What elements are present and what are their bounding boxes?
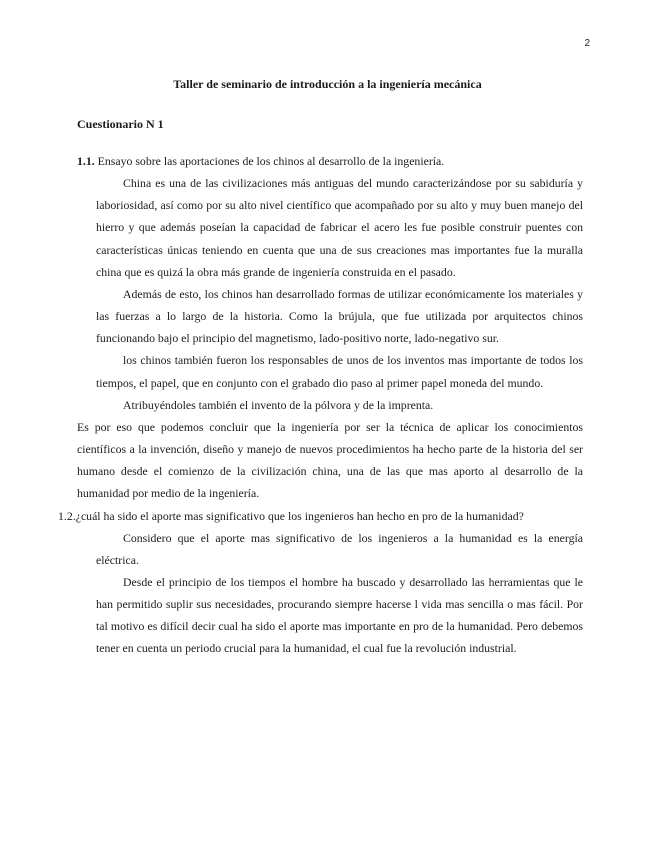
question-1-1	[77, 150, 583, 172]
paragraph: Atribuyéndoles también el invento de la pólvora y de la imprenta.	[123, 397, 434, 412]
paragraph: Considero que el aporte mas significativo de los ingenieros a la humanidad es la energía eléctrica.	[96, 530, 583, 567]
question-number: 1.2.	[58, 508, 76, 523]
document-title: Taller de seminario de introducción a la ingeniería mecánica	[173, 77, 482, 91]
question-1-2	[58, 505, 583, 527]
document-body	[58, 150, 583, 660]
page-number: 2	[584, 38, 590, 49]
question-number: 1.1.	[77, 154, 95, 168]
questionnaire-heading: Cuestionario N 1	[77, 117, 164, 131]
paragraph: Desde el principio de los tiempos el hombre ha buscado y desarrollado las herramientas que le han permitido suplir sus necesidades, procurando siempre hacerse l vida mas sencilla o mas fácil. Por tal motivo es difícil decir cual ha sido el aporte mas importante en pro de la humanidad. Pero debemos tener en cuenta un periodo crucial para la humanidad, el cual fue la revolución industrial.	[96, 574, 583, 656]
paragraph: China es una de las civilizaciones más antiguas del mundo caracterizándose por su sabiduría y laboriosidad, así como por su alto nivel científico que acompañado por su alto y muy buen manejo del hierro y que además poseían la capacidad de fabricar el acero les fue posible construir puentes con características únicas teniendo en cuenta que una de sus creaciones mas importantes fue la muralla china que es quizá la obra más grande de ingeniería construida en el pasado.	[96, 176, 583, 279]
conclusion-paragraph: Es por eso que podemos concluir que la ingeniería por ser la técnica de aplicar los conocimientos científicos a la invención, diseño y manejo de nuevos procedimientos ha hecho parte de la historia del ser humano desde el comienzo de la civilización china, una de las que mas aporto al desarrollo de la humanidad por medio de la ingeniería.	[77, 419, 583, 501]
paragraph: los chinos también fueron los responsables de unos de los inventos mas importante de todos los tiempos, el papel, que en conjunto con el grabado dio paso al primer papel moneda del mundo.	[96, 353, 583, 390]
paragraph: Además de esto, los chinos han desarrollado formas de utilizar económicamente los materiales y las fuerzas a lo largo de la historia. Como la brújula, que fue utilizada por arquitectos chinos funcionando bajo el principio del magnetismo, lado-positivo norte, lado-negativo sur.	[96, 286, 583, 346]
question-text: Ensayo sobre las aportaciones de los chinos al desarrollo de la ingeniería.	[94, 154, 445, 168]
question-text: ¿cuál ha sido el aporte mas significativo que los ingenieros han hecho en pro de la humanidad?	[75, 508, 524, 523]
